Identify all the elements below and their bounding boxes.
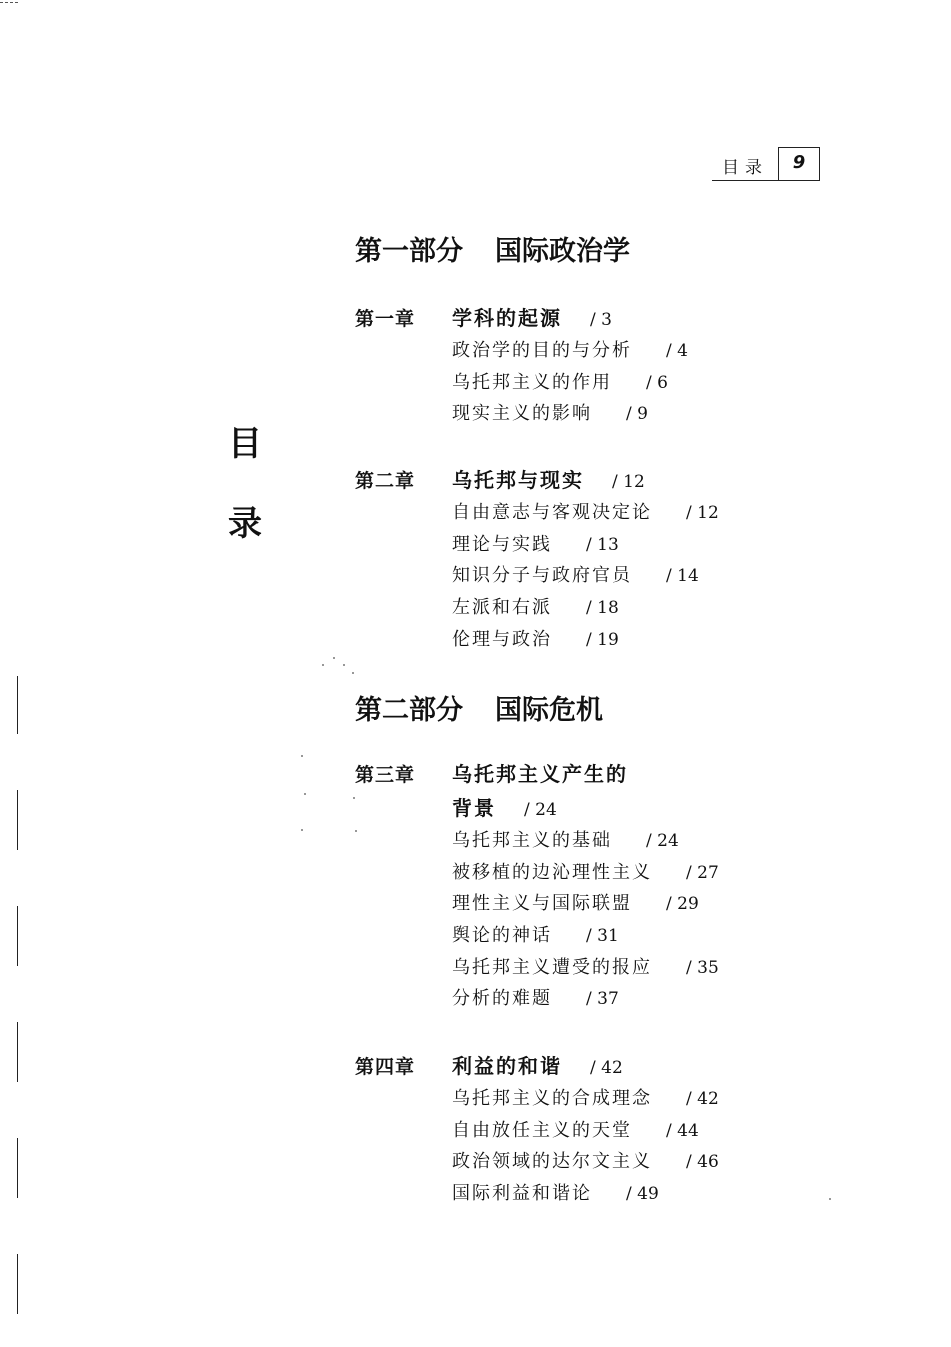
chapter-title: 学科的起源 (452, 306, 562, 330)
scan-speck (322, 664, 324, 666)
entry-page: / 46 (686, 1152, 719, 1172)
toc-entry (452, 498, 795, 530)
scan-speck (343, 664, 345, 666)
chapter-title-line-1: 乌托邦主义产生的 (452, 762, 628, 786)
entry-page: / 27 (686, 863, 719, 883)
entry-title: 乌托邦主义的作用 (452, 371, 612, 393)
part-title: 国际危机 (495, 695, 603, 726)
entry-title: 舆论的神话 (452, 925, 552, 947)
entry-title: 国际利益和谐论 (452, 1183, 592, 1205)
toc-entry (452, 921, 795, 953)
entry-title: 知识分子与政府官员 (452, 565, 632, 587)
scan-speck (301, 755, 303, 757)
entry-page: / 31 (586, 926, 619, 946)
entry-title: 理性主义与国际联盟 (452, 893, 632, 915)
chapter-page: / 24 (524, 800, 557, 820)
running-header (712, 149, 820, 181)
entry-title: 被移植的边沁理性主义 (452, 861, 652, 883)
header-rule (712, 180, 820, 181)
page-number-box (778, 147, 820, 181)
entry-title: 分析的难题 (452, 988, 552, 1010)
entry-title: 理论与实践 (452, 533, 552, 555)
chapter-label: 第一章 (355, 308, 416, 330)
toc-entry (452, 889, 795, 921)
entry-title: 乌托邦主义的基础 (452, 830, 612, 851)
side-title-char-2: 录 (228, 504, 262, 544)
chapter-label: 第二章 (355, 470, 416, 492)
part-label: 第二部分 (355, 695, 463, 726)
toc-entry (452, 984, 795, 1016)
chapter-3 (355, 758, 795, 1016)
chapter-heading (355, 1050, 795, 1084)
side-title-char-1: 目 (228, 424, 262, 464)
entry-title: 政治学的目的与分析 (452, 340, 632, 361)
toc-entry (452, 530, 795, 562)
entry-page: / 29 (666, 894, 699, 914)
chapter-page: / 3 (590, 310, 612, 330)
scan-speck (352, 672, 354, 674)
toc-entry (452, 858, 795, 890)
scan-corner-mark (0, 2, 18, 3)
entry-page: / 37 (586, 989, 619, 1009)
entry-title: 现实主义的影响 (452, 403, 592, 425)
toc-entry (452, 1179, 795, 1211)
scan-speck (304, 793, 306, 795)
entry-page: / 19 (586, 630, 619, 650)
entry-page: / 49 (626, 1184, 659, 1204)
toc-entry (452, 399, 795, 431)
scan-speck (829, 1198, 831, 1200)
chapter-heading (355, 302, 795, 336)
entry-title: 自由意志与客观决定论 (452, 502, 652, 523)
scan-edge-bar (17, 1138, 18, 1198)
toc-entry (452, 593, 795, 625)
entry-page: / 18 (586, 598, 619, 618)
entry-page: / 12 (686, 503, 719, 523)
chapter-title-continuation (452, 792, 795, 826)
chapter-4 (355, 1050, 795, 1211)
entry-title: 自由放任主义的天堂 (452, 1119, 632, 1141)
entry-page: / 4 (666, 341, 688, 361)
entry-page: / 14 (666, 566, 699, 586)
toc-entry (452, 561, 795, 593)
toc-entry (452, 625, 795, 657)
scan-edge-bar (17, 1254, 18, 1314)
chapter-title-line-2: 背景 (452, 796, 496, 820)
entry-title: 政治领域的达尔文主义 (452, 1151, 652, 1173)
scan-speck (333, 657, 335, 659)
chapter-title: 乌托邦与现实 (452, 468, 584, 492)
part-title: 国际政治学 (495, 236, 630, 267)
entry-title: 左派和右派 (452, 597, 552, 619)
entry-title: 乌托邦主义遭受的报应 (452, 956, 652, 978)
chapter-title: 利益的和谐 (452, 1054, 562, 1078)
part-heading-1 (355, 229, 630, 268)
header-label: 目录 (722, 158, 768, 178)
toc-entry (452, 826, 795, 858)
entry-page: / 44 (666, 1121, 699, 1141)
chapter-label: 第三章 (355, 764, 416, 786)
chapter-heading (355, 758, 795, 792)
part-heading-2 (355, 688, 603, 727)
entry-page: / 13 (586, 535, 619, 555)
entry-page: / 42 (686, 1089, 719, 1109)
toc-entry (452, 1147, 795, 1179)
chapter-heading (355, 464, 795, 498)
entry-title: 乌托邦主义的合成理念 (452, 1088, 652, 1109)
scan-edge-bar (17, 1022, 18, 1082)
toc-entry (452, 368, 795, 400)
toc-entry (452, 953, 795, 985)
side-title (224, 404, 266, 564)
scan-speck (353, 797, 355, 799)
chapter-page: / 42 (590, 1058, 623, 1078)
toc-entry (452, 1084, 795, 1116)
chapter-2 (355, 464, 795, 656)
scan-edge-bar (17, 906, 18, 966)
scan-edge-bar (17, 676, 18, 734)
scan-speck (355, 830, 357, 832)
part-label: 第一部分 (355, 236, 463, 267)
scan-speck (301, 829, 303, 831)
entry-page: / 35 (686, 958, 719, 978)
entry-page: / 6 (646, 373, 668, 393)
entry-page: / 24 (646, 831, 679, 851)
chapter-page: / 12 (612, 472, 645, 492)
scan-edge-bar (17, 790, 18, 850)
toc-entry (452, 1116, 795, 1148)
entry-page: / 9 (626, 404, 648, 424)
page-number: 9 (792, 152, 806, 173)
chapter-1 (355, 302, 795, 431)
entry-title: 伦理与政治 (452, 628, 552, 650)
chapter-label: 第四章 (355, 1056, 416, 1078)
toc-entry (452, 336, 795, 368)
